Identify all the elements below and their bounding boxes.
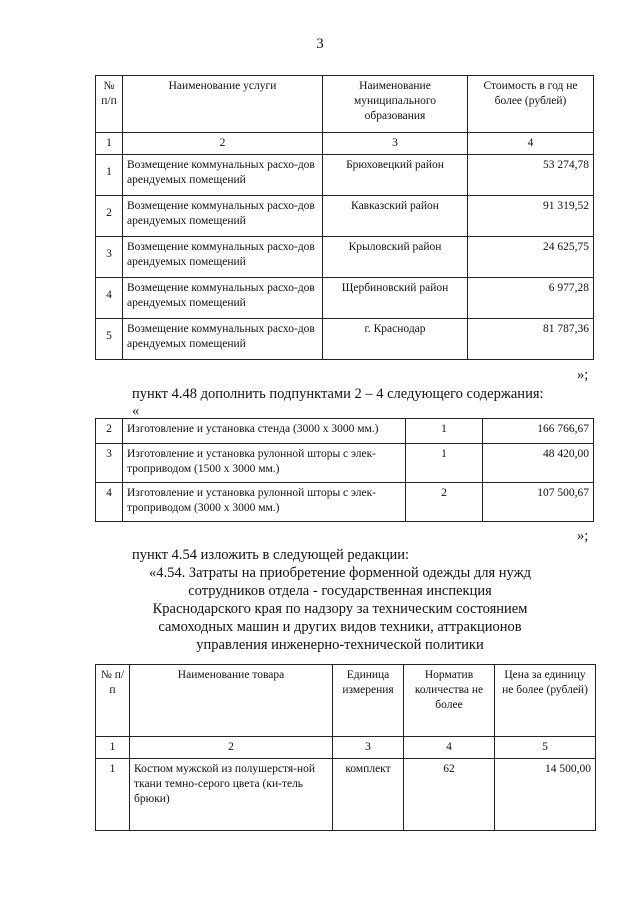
table-row [96,196,594,237]
page-number: 3 [316,36,324,52]
service-name: Возмещение коммунальных расхо-дов арендуемых помещений [123,155,323,196]
service-name: Возмещение коммунальных расхо-дов арендуемых помещений [123,319,323,360]
index-cell: 1 [96,133,123,155]
header-number: № п/п [96,76,123,133]
service-name: Возмещение коммунальных расхо-дов арендуемых помещений [123,278,323,319]
quote-open: « [132,403,140,419]
index-cell: 2 [130,737,333,759]
paragraph-4-48: пункт 4.48 дополнить подпунктами 2 – 4 следующего содержания: [132,386,544,402]
table-row [96,319,594,360]
cost-value: 91 319,52 [468,196,594,237]
header-service: Наименование услуги [123,76,323,133]
heading-line: сотрудников отдела - государственная инспекция [188,583,492,599]
row-number: 3 [96,237,123,278]
norm-value: 62 [404,759,495,831]
table2-closing: »; [577,528,589,544]
row-number: 4 [96,278,123,319]
uniform-table [95,664,596,831]
service-name: Возмещение коммунальных расхо-дов арендуемых помещений [123,237,323,278]
paragraph-4-54: пункт 4.54 изложить в следующей редакции: [132,547,410,563]
heading-line: самоходных машин и других видов техники, аттракционов [158,619,522,635]
quantity-value: 1 [406,419,483,444]
header-item: Наименование товара [130,665,333,737]
index-cell: 4 [404,737,495,759]
municipality-name: Кавказский район [323,196,468,237]
table-row [96,759,596,831]
section-heading [110,564,570,654]
services-table [95,75,594,360]
unit-value: комплект [333,759,404,831]
table-row [96,278,594,319]
table-row [96,444,594,483]
index-cell: 1 [96,737,130,759]
service-name: Возмещение коммунальных расхо-дов арендуемых помещений [123,196,323,237]
index-cell: 4 [468,133,594,155]
index-cell: 2 [123,133,323,155]
heading-line: «4.54. Затраты на приобретение форменной одежды для нужд [149,565,531,581]
row-number: 2 [96,196,123,237]
items-table [95,418,594,522]
municipality-name: Щербиновский район [323,278,468,319]
table-row [96,155,594,196]
quantity-value: 2 [406,483,483,522]
header-municipality: Наименование муниципального образования [323,76,468,133]
row-number: 1 [96,155,123,196]
cost-value: 48 420,00 [483,444,594,483]
header-norm: Норматив количества не более [404,665,495,737]
item-name: Костюм мужской из полушерстя-ной ткани темно-серого цвета (ки-тель брюки) [130,759,333,831]
municipality-name: Брюховецкий район [323,155,468,196]
price-value: 14 500,00 [495,759,596,831]
cost-value: 6 977,28 [468,278,594,319]
item-name: Изготовление и установка рулонной шторы с элек-троприводом (1500 х 3000 мм.) [123,444,406,483]
row-number: 4 [96,483,123,522]
row-number: 1 [96,759,130,831]
table-row [96,483,594,522]
item-name: Изготовление и установка рулонной шторы с элек-троприводом (3000 х 3000 мм.) [123,483,406,522]
municipality-name: Крыловский район [323,237,468,278]
cost-value: 107 500,67 [483,483,594,522]
quantity-value: 1 [406,444,483,483]
table1-closing: »; [577,367,589,383]
index-cell: 5 [495,737,596,759]
row-number: 2 [96,419,123,444]
cost-value: 24 625,75 [468,237,594,278]
index-cell: 3 [333,737,404,759]
index-cell: 3 [323,133,468,155]
item-name: Изготовление и установка стенда (3000 х 3000 мм.) [123,419,406,444]
header-price: Цена за единицу не более (рублей) [495,665,596,737]
cost-value: 166 766,67 [483,419,594,444]
table-row [96,419,594,444]
cost-value: 53 274,78 [468,155,594,196]
row-number: 5 [96,319,123,360]
cost-value: 81 787,36 [468,319,594,360]
header-unit: Единица измерения [333,665,404,737]
heading-line: Краснодарского края по надзору за техническим состоянием [152,601,528,617]
header-cost: Стоимость в год не более (рублей) [468,76,594,133]
header-number: № п/п [96,665,130,737]
table-row [96,237,594,278]
heading-line: управления инженерно-технической политики [196,637,484,653]
row-number: 3 [96,444,123,483]
municipality-name: г. Краснодар [323,319,468,360]
